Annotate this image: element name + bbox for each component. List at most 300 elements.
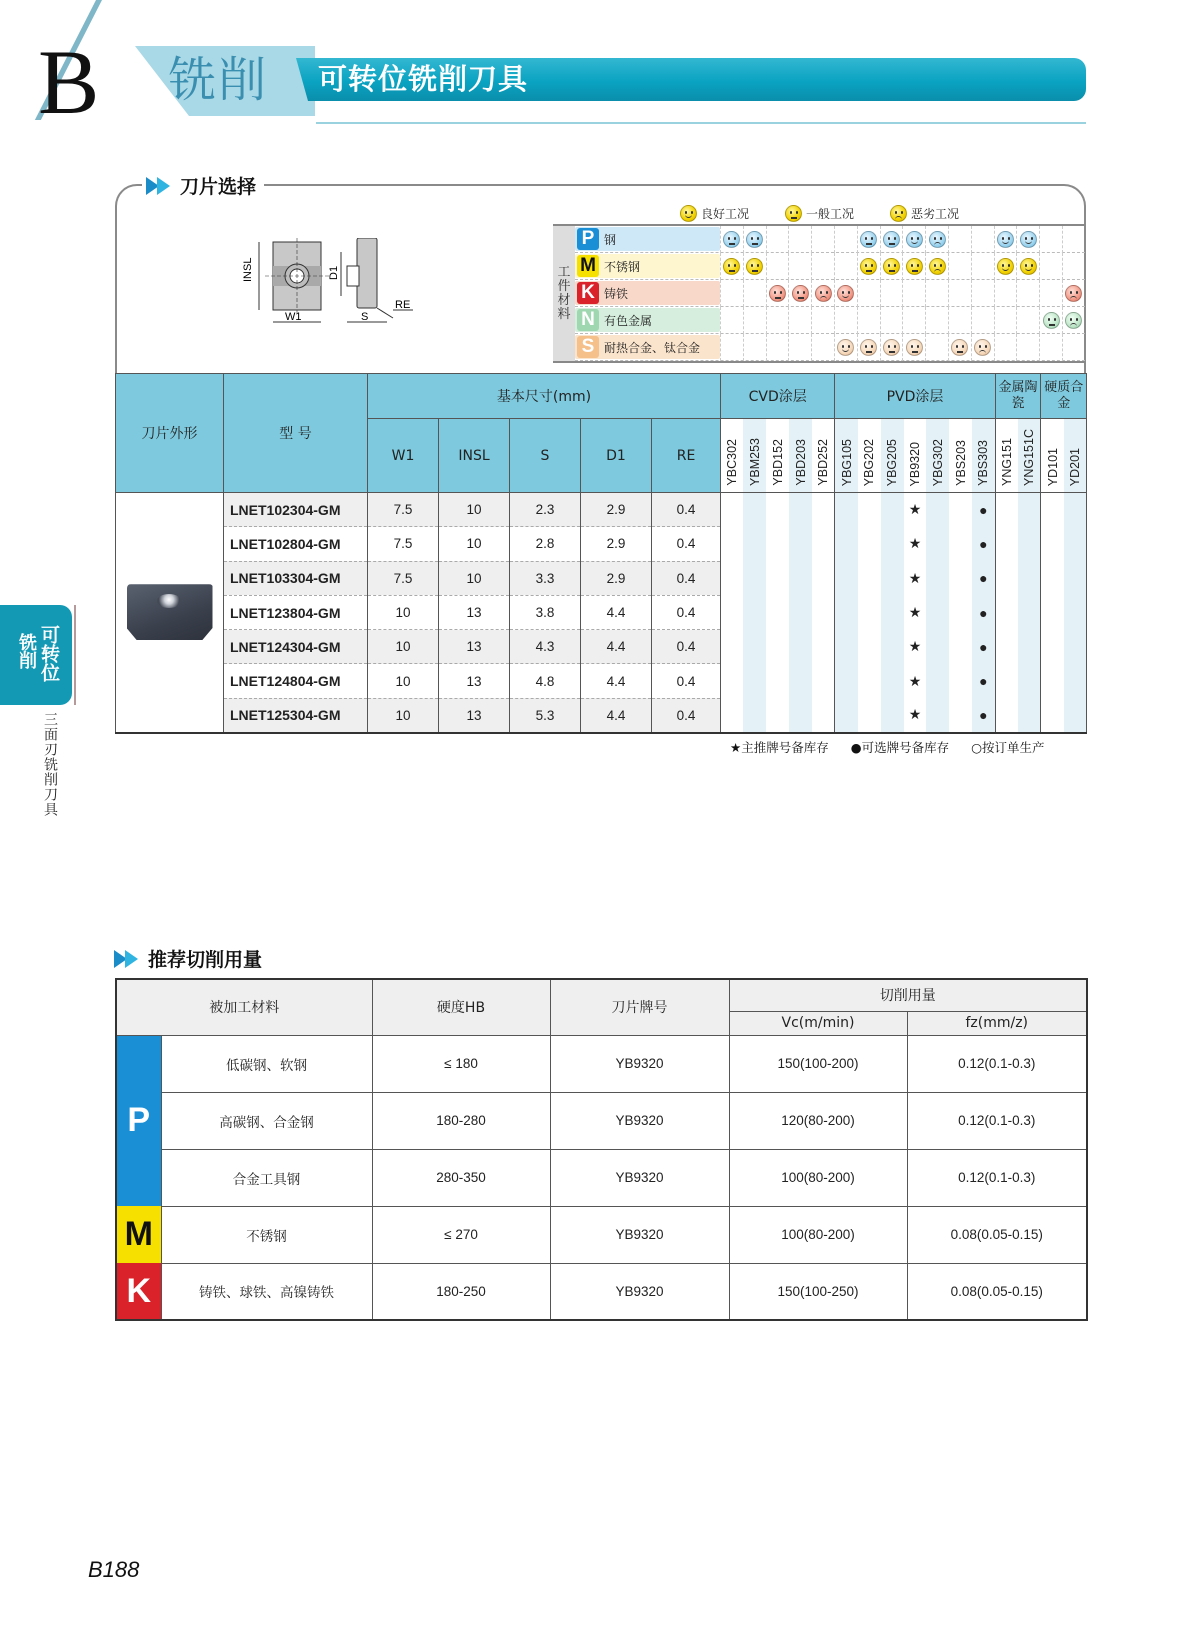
suitability-cell xyxy=(766,253,789,280)
grade-cell-ybg202 xyxy=(858,595,881,629)
material-name: 铸铁 xyxy=(604,286,629,301)
legend-optional-stock: ●可选牌号备库存 xyxy=(850,740,950,755)
grade-cell-ybg302 xyxy=(926,595,949,629)
iso-K-badge: K xyxy=(116,1263,161,1320)
model-cell[interactable]: LNET103304-GM xyxy=(224,561,368,595)
grade-cell-ybd203 xyxy=(789,527,812,561)
suitability-cell xyxy=(743,280,766,307)
col-header-vc: Vc(m/min) xyxy=(729,1011,907,1035)
grade-cell-yng151c xyxy=(1018,595,1041,629)
grade-header-ybg105: YBG105 xyxy=(835,419,858,493)
suitability-cell xyxy=(925,253,948,280)
grade-header-ybg202: YBG202 xyxy=(858,419,881,493)
grade-cell-ybc302 xyxy=(721,698,744,732)
grade-cell-ybm253 xyxy=(743,698,766,732)
grade-cell-ybd152 xyxy=(766,527,789,561)
grade-cell-ybg302 xyxy=(926,493,949,527)
grade-cell-yng151c xyxy=(1018,527,1041,561)
grade-cell-ybg205 xyxy=(881,698,904,732)
grade-cell-ybg202 xyxy=(858,493,881,527)
model-cell[interactable]: LNET125304-GM xyxy=(224,698,368,732)
suitability-cell xyxy=(811,280,834,307)
grade-header-yng151c: YNG151C xyxy=(1018,419,1041,493)
re-cell: 0.4 xyxy=(652,493,721,527)
re-cell: 0.4 xyxy=(652,664,721,698)
suitability-cell xyxy=(834,280,857,307)
table-row xyxy=(116,1206,1087,1263)
suitability-cell xyxy=(1039,253,1062,280)
s-cell: 3.8 xyxy=(510,595,581,629)
d1-cell: 2.9 xyxy=(581,527,652,561)
grade-cell-ybg205 xyxy=(881,595,904,629)
vc-cell: 100(80-200) xyxy=(729,1149,907,1206)
suitability-cell xyxy=(743,226,766,253)
grade-cell-ybc302 xyxy=(721,527,744,561)
smiley-neutral-icon xyxy=(883,339,900,356)
insert-dimension-diagram xyxy=(235,238,445,338)
col-header-grade: 刀片牌号 xyxy=(550,979,729,1035)
material-label xyxy=(575,281,720,305)
grade-cell-yb9320: ★ xyxy=(908,501,922,518)
model-cell[interactable]: LNET123804-GM xyxy=(224,595,368,629)
grade-cell-ybg302 xyxy=(926,664,949,698)
vc-cell: 100(80-200) xyxy=(729,1206,907,1263)
material-label xyxy=(575,227,720,251)
suitability-cell xyxy=(788,253,811,280)
grade-cell-yb9320: ★ xyxy=(908,569,922,586)
smiley-neutral-icon xyxy=(883,231,900,248)
grade-cell-ybg302 xyxy=(926,698,949,732)
table-row xyxy=(116,1092,1087,1149)
grade-cell-yb9320: ★ xyxy=(908,535,922,552)
w1-cell: 7.5 xyxy=(368,493,439,527)
smiley-neutral-icon xyxy=(883,258,900,275)
suitability-cell xyxy=(1039,334,1062,361)
grade-cell-ybg302 xyxy=(926,527,949,561)
col-header-cvd: CVD涂层 xyxy=(721,374,835,419)
w1-cell: 10 xyxy=(368,698,439,732)
grade-cell-ybd252 xyxy=(812,630,835,664)
grade-cell-ybd252 xyxy=(812,561,835,595)
suitability-cell xyxy=(925,226,948,253)
suitability-cell xyxy=(1016,334,1039,361)
grade-cell-ybs303: ● xyxy=(972,527,995,561)
suitability-cell xyxy=(720,307,743,334)
grade-cell-ybg105 xyxy=(835,698,858,732)
material-cell: 高碳钢、合金钢 xyxy=(161,1092,372,1149)
suitability-cell xyxy=(948,280,971,307)
w1-cell: 10 xyxy=(368,630,439,664)
suitability-cell xyxy=(857,334,880,361)
grade-cell-ybm253 xyxy=(743,561,766,595)
col-header-d1: D1 xyxy=(581,419,652,493)
smiley-neutral-icon xyxy=(723,231,740,248)
model-cell[interactable]: LNET102304-GM xyxy=(224,493,368,527)
iso-P-badge: P xyxy=(116,1035,161,1206)
grade-header-ybs303: YBS303 xyxy=(972,419,995,493)
model-cell[interactable]: LNET124804-GM xyxy=(224,664,368,698)
grade-cell-ybd152 xyxy=(766,493,789,527)
smiley-bad-icon xyxy=(815,285,832,302)
cutting-data-table xyxy=(115,978,1088,1321)
smiley-good-icon xyxy=(837,285,854,302)
hardness-cell: ≤ 270 xyxy=(372,1206,550,1263)
iso-N-icon: N xyxy=(577,309,599,331)
grade-cell-yb9320: ★ xyxy=(908,604,922,621)
re-cell: 0.4 xyxy=(652,527,721,561)
section-name: 铣削 xyxy=(168,52,269,108)
grade-cell-ybd152 xyxy=(766,698,789,732)
grade-cell-ybs303: ● xyxy=(972,595,995,629)
grade-cell-ybg302 xyxy=(926,630,949,664)
suitability-cell xyxy=(743,334,766,361)
grade-cell-yng151 xyxy=(995,595,1018,629)
grade-cell-yng151 xyxy=(995,527,1018,561)
material-name: 不锈钢 xyxy=(604,259,641,274)
suitability-cell xyxy=(1039,280,1062,307)
grade-cell-yd201 xyxy=(1064,630,1087,664)
grade-cell-yd101 xyxy=(1041,493,1064,527)
suitability-cell xyxy=(834,226,857,253)
page-number: B188 xyxy=(88,1557,140,1582)
material-row-M xyxy=(575,253,1085,280)
vc-cell: 150(100-250) xyxy=(729,1263,907,1320)
fz-cell: 0.12(0.1-0.3) xyxy=(907,1035,1087,1092)
grade-cell-yng151 xyxy=(995,630,1018,664)
grade-cell-ybg202 xyxy=(858,561,881,595)
suitability-cell xyxy=(1039,226,1062,253)
d1-cell: 4.4 xyxy=(581,630,652,664)
grade-cell-ybd152 xyxy=(766,595,789,629)
material-name: 钢 xyxy=(604,232,617,247)
insl-cell: 13 xyxy=(439,664,510,698)
grade-cell-yd101 xyxy=(1041,630,1064,664)
table-row xyxy=(116,1149,1087,1206)
smiley-bad-icon xyxy=(929,231,946,248)
insl-cell: 13 xyxy=(439,698,510,732)
grade-cell-yng151c xyxy=(1018,698,1041,732)
grade-cell-yb9320: ★ xyxy=(908,672,922,689)
smiley-neutral-icon xyxy=(860,258,877,275)
legend-made-to-order: ○按订单生产 xyxy=(971,740,1045,755)
suitability-cell xyxy=(788,334,811,361)
smiley-neutral-icon xyxy=(951,339,968,356)
d1-cell: 2.9 xyxy=(581,493,652,527)
suitability-cell xyxy=(902,334,925,361)
suitability-cell xyxy=(766,307,789,334)
grade-cell-ybd203 xyxy=(789,493,812,527)
material-cell: 不锈钢 xyxy=(161,1206,372,1263)
material-name: 耐热合金、钛合金 xyxy=(604,340,701,355)
table-row xyxy=(116,595,1087,629)
smiley-good-icon xyxy=(997,231,1014,248)
grade-header-ybd203: YBD203 xyxy=(789,419,812,493)
grade-header-ybd152: YBD152 xyxy=(766,419,789,493)
grade-cell-ybg205 xyxy=(881,630,904,664)
legend-bad: 恶劣工况 xyxy=(890,205,959,222)
suitability-cell xyxy=(811,226,834,253)
grade-cell-ybd203 xyxy=(789,595,812,629)
grade-cell-yng151c xyxy=(1018,664,1041,698)
grade-cell-yd201 xyxy=(1064,493,1087,527)
grade-cell-yd101 xyxy=(1041,595,1064,629)
grade-cell-ybs303: ● xyxy=(972,664,995,698)
grade-cell-ybs203 xyxy=(949,595,972,629)
grade-cell-ybs203 xyxy=(949,698,972,732)
material-suitability-grid xyxy=(553,224,1085,363)
fz-cell: 0.08(0.05-0.15) xyxy=(907,1263,1087,1320)
table-row xyxy=(116,527,1087,561)
material-label xyxy=(575,335,720,359)
smiley-neutral-icon xyxy=(906,258,923,275)
grade-cell-yd201 xyxy=(1064,527,1087,561)
suitability-cell xyxy=(971,253,994,280)
iso-K-icon: K xyxy=(577,282,599,304)
suitability-cell xyxy=(994,307,1017,334)
side-tab-label-2: 可转位 xyxy=(38,625,60,682)
table-row xyxy=(116,698,1087,732)
suitability-cell xyxy=(788,280,811,307)
s-cell: 4.8 xyxy=(510,664,581,698)
grade-header-ybd252: YBD252 xyxy=(812,419,835,493)
suitability-cell xyxy=(902,280,925,307)
material-cell: 铸铁、球铁、高镍铸铁 xyxy=(161,1263,372,1320)
w1-cell: 10 xyxy=(368,595,439,629)
smiley-good-icon xyxy=(1020,231,1037,248)
hardness-cell: 280-350 xyxy=(372,1149,550,1206)
grade-header-yd101: YD101 xyxy=(1041,419,1064,493)
material-row-K xyxy=(575,280,1085,307)
grade-header-ybm253: YBM253 xyxy=(743,419,766,493)
iso-P-icon: P xyxy=(577,228,599,250)
insert-table xyxy=(115,373,1087,734)
grade-cell-ybd152 xyxy=(766,561,789,595)
col-header-re: RE xyxy=(652,419,721,493)
model-cell[interactable]: LNET102804-GM xyxy=(224,527,368,561)
grade-cell-yb9320: ★ xyxy=(904,698,927,732)
grade-cell-ybs203 xyxy=(949,630,972,664)
table-row xyxy=(116,1035,1087,1092)
grade-header-yd201: YD201 xyxy=(1064,419,1087,493)
suitability-cell xyxy=(994,334,1017,361)
insl-label: INSL xyxy=(242,257,254,282)
suitability-cell xyxy=(925,334,948,361)
grade-cell-ybd252 xyxy=(812,493,835,527)
grade-cell-ybg105 xyxy=(835,493,858,527)
w1-cell: 7.5 xyxy=(368,527,439,561)
grade-cell: YB9320 xyxy=(550,1263,729,1320)
suitability-cell xyxy=(743,253,766,280)
suitability-cell xyxy=(880,253,903,280)
material-axis-label: 工 件 材 料 xyxy=(553,226,575,361)
grade-cell-yd101 xyxy=(1041,664,1064,698)
col-header-hardness: 硬度HB xyxy=(372,979,550,1035)
material-cell: 低碳钢、软钢 xyxy=(161,1035,372,1092)
model-cell[interactable]: LNET124304-GM xyxy=(224,630,368,664)
suitability-cell xyxy=(971,307,994,334)
table-row xyxy=(116,630,1087,664)
col-header-pvd: PVD涂层 xyxy=(835,374,995,419)
suitability-cell xyxy=(834,253,857,280)
grade-cell-yd101 xyxy=(1041,698,1064,732)
material-name: 有色金属 xyxy=(604,313,653,328)
grade-cell-ybm253 xyxy=(743,493,766,527)
suitability-cell xyxy=(857,307,880,334)
smiley-good-icon xyxy=(680,205,697,222)
grade-cell-yng151c xyxy=(1018,493,1041,527)
legend-neutral: 一般工况 xyxy=(785,205,854,222)
legend-main-stock: ★主推牌号备库存 xyxy=(730,740,829,755)
grade-cell-ybm253 xyxy=(743,664,766,698)
suitability-cell xyxy=(743,307,766,334)
grade-cell-ybg105 xyxy=(835,595,858,629)
smiley-neutral-icon xyxy=(860,231,877,248)
section-title-cutting-data xyxy=(110,945,270,972)
suitability-cell xyxy=(994,226,1017,253)
d1-cell: 4.4 xyxy=(581,698,652,732)
grade-cell-ybd203 xyxy=(789,698,812,732)
suitability-cell xyxy=(766,334,789,361)
col-header-s: S xyxy=(510,419,581,493)
s-cell: 5.3 xyxy=(510,698,581,732)
suitability-cell xyxy=(880,307,903,334)
smiley-bad-icon xyxy=(890,205,907,222)
d1-cell: 4.4 xyxy=(581,595,652,629)
smiley-neutral-icon xyxy=(785,205,802,222)
side-tab-divider xyxy=(74,605,76,705)
svg-text:RE: RE xyxy=(395,299,411,311)
grade-cell-yng151 xyxy=(995,698,1018,732)
col-header-model: 型 号 xyxy=(224,374,368,493)
grade-cell-ybd152 xyxy=(766,664,789,698)
side-tab-indexable-milling[interactable] xyxy=(0,605,72,705)
re-cell: 0.4 xyxy=(652,630,721,664)
s-cell: 3.3 xyxy=(510,561,581,595)
side-subtitle: 三面刃铣削刀具 xyxy=(42,712,58,817)
grade-cell-ybs203 xyxy=(949,561,972,595)
grade-cell-ybs303: ● xyxy=(972,698,995,732)
suitability-cell xyxy=(720,253,743,280)
suitability-cell xyxy=(1062,280,1085,307)
hardness-cell: 180-280 xyxy=(372,1092,550,1149)
smiley-neutral-icon xyxy=(1043,312,1060,329)
s-cell: 4.3 xyxy=(510,630,581,664)
iso-M-badge: M xyxy=(116,1206,161,1263)
suitability-cell xyxy=(1062,226,1085,253)
double-chevron-icon xyxy=(146,177,174,195)
col-header-carbide: 硬质合金 xyxy=(1041,374,1087,419)
grade-cell-ybg202 xyxy=(858,630,881,664)
grade-header-ybc302: YBC302 xyxy=(721,419,744,493)
insl-cell: 10 xyxy=(439,561,510,595)
suitability-cell xyxy=(971,334,994,361)
smiley-bad-icon xyxy=(929,258,946,275)
suitability-cell xyxy=(766,226,789,253)
section-title-text: 刀片选择 xyxy=(180,176,257,198)
grade-cell-yng151 xyxy=(995,561,1018,595)
grade-cell-ybs303: ● xyxy=(972,561,995,595)
suitability-cell xyxy=(880,334,903,361)
grade-cell-ybd252 xyxy=(812,698,835,732)
grade-cell: YB9320 xyxy=(550,1206,729,1263)
fz-cell: 0.12(0.1-0.3) xyxy=(907,1092,1087,1149)
w1-cell: 7.5 xyxy=(368,561,439,595)
vc-cell: 150(100-200) xyxy=(729,1035,907,1092)
smiley-good-icon xyxy=(997,258,1014,275)
grade-cell-yd101 xyxy=(1041,527,1064,561)
material-row-N xyxy=(575,307,1085,334)
insl-cell: 13 xyxy=(439,630,510,664)
col-header-w1: W1 xyxy=(368,419,439,493)
grade-cell-yng151 xyxy=(995,664,1018,698)
grade-cell-ybd203 xyxy=(789,561,812,595)
smiley-neutral-icon xyxy=(792,285,809,302)
grade-cell-yb9320: ★ xyxy=(908,638,922,655)
vc-cell: 120(80-200) xyxy=(729,1092,907,1149)
grade-cell-ybd252 xyxy=(812,664,835,698)
grade-cell-ybm253 xyxy=(743,630,766,664)
suitability-cell xyxy=(720,334,743,361)
grade-cell: YB9320 xyxy=(550,1149,729,1206)
suitability-cell xyxy=(811,334,834,361)
suitability-cell xyxy=(1039,307,1062,334)
section-title-text: 推荐切削用量 xyxy=(148,949,263,971)
grade-cell-yd201 xyxy=(1064,698,1087,732)
s-cell: 2.3 xyxy=(510,493,581,527)
suitability-cell xyxy=(994,253,1017,280)
hardness-cell: ≤ 180 xyxy=(372,1035,550,1092)
grade-header-ybg205: YBG205 xyxy=(881,419,904,493)
suitability-cell xyxy=(880,280,903,307)
material-label xyxy=(575,308,720,332)
grade-cell-ybg105 xyxy=(835,527,858,561)
suitability-cell xyxy=(857,280,880,307)
grade-cell-yd101 xyxy=(1041,561,1064,595)
re-cell: 0.4 xyxy=(652,561,721,595)
insert-photo xyxy=(127,584,213,640)
col-header-cutting: 切削用量 xyxy=(729,979,1087,1011)
grade-cell-ybd252 xyxy=(812,595,835,629)
table-row xyxy=(116,1263,1087,1320)
suitability-cell xyxy=(925,307,948,334)
suitability-cell xyxy=(788,307,811,334)
insert-shape-cell xyxy=(116,493,224,733)
suitability-cell xyxy=(948,253,971,280)
grade-cell-ybg205 xyxy=(881,561,904,595)
col-header-material: 被加工材料 xyxy=(116,979,372,1035)
suitability-cell xyxy=(788,226,811,253)
grade-cell-ybg105 xyxy=(835,561,858,595)
grade-cell-yng151 xyxy=(995,493,1018,527)
smiley-good-icon xyxy=(837,339,854,356)
d1-cell: 4.4 xyxy=(581,664,652,698)
suitability-cell xyxy=(1062,307,1085,334)
suitability-cell xyxy=(1062,253,1085,280)
smiley-neutral-icon xyxy=(746,231,763,248)
re-cell: 0.4 xyxy=(652,595,721,629)
suitability-cell xyxy=(948,226,971,253)
suitability-cell xyxy=(971,280,994,307)
grade-cell-yng151c xyxy=(1018,630,1041,664)
grade-cell-ybs203 xyxy=(949,664,972,698)
grade-cell-ybd203 xyxy=(789,664,812,698)
table-row xyxy=(116,664,1087,698)
smiley-neutral-icon xyxy=(860,339,877,356)
grade-cell-ybm253 xyxy=(743,595,766,629)
iso-M-icon: M xyxy=(577,255,599,277)
suitability-cell xyxy=(902,307,925,334)
suitability-cell xyxy=(971,226,994,253)
